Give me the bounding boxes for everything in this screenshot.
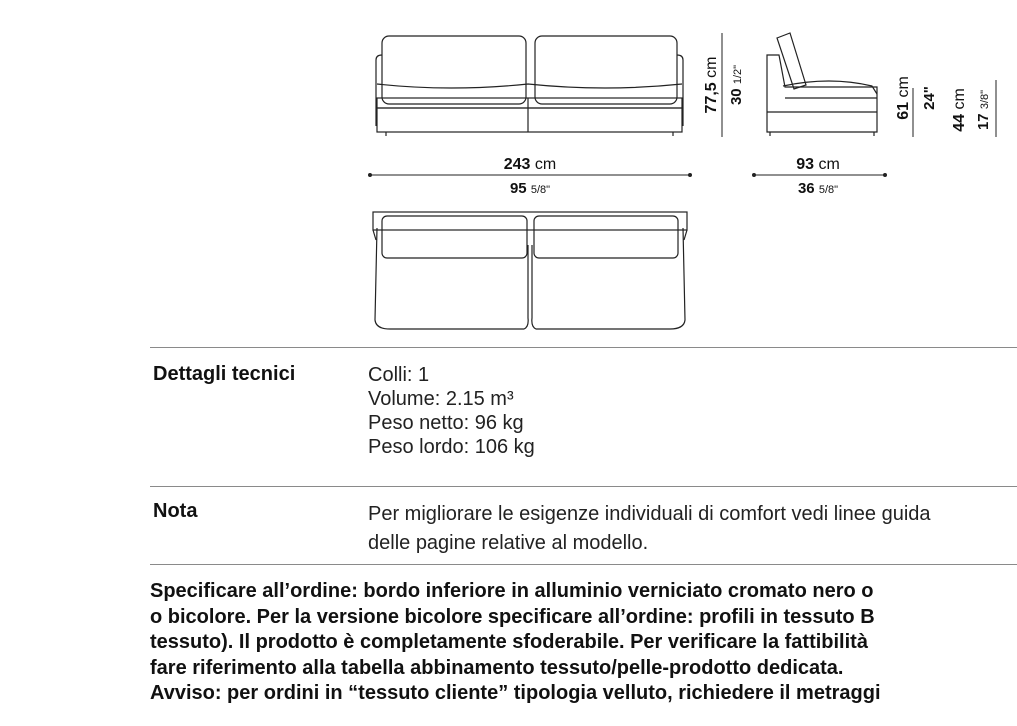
net-weight-text: Peso netto: 96 kg	[368, 412, 524, 434]
back-height-inch-label: 24"	[921, 86, 938, 110]
spec-line: o bicolore. Per la versione bicolore specificare all’ordine: profili in tessuto B	[150, 605, 875, 628]
divider	[150, 347, 1017, 348]
technical-details-label: Dettagli tecnici	[153, 363, 296, 385]
depth-cm-label: 93 cm	[796, 156, 840, 173]
height-cm-label: 77,5 cm	[703, 56, 720, 114]
volume-text: Volume: 2.15 m³	[368, 388, 514, 410]
gross-weight-text: Peso lordo: 106 kg	[368, 436, 535, 458]
note-text	[368, 500, 931, 558]
height-inch-label: 30 1/2"	[728, 64, 745, 106]
spec-line: Specificare all’ordine: bordo inferiore in alluminio verniciato cromato nero o	[150, 580, 874, 602]
side-view-drawing	[767, 33, 877, 136]
packages-text: Colli: 1	[368, 364, 430, 386]
depth-inch-label: 36 5/8"	[797, 180, 839, 197]
spec-line: tessuto). Il prodotto è completamente sfoderabile. Per verificare la fattibilità	[150, 631, 868, 653]
width-inch-label: 95 5/8"	[509, 180, 551, 197]
spec-line: fare riferimento alla tabella abbinamento tessuto/pelle-prodotto dedicata.	[150, 656, 844, 679]
note-line: delle pagine relative al modello.	[368, 532, 649, 554]
seat-height-cm-label: 44 cm	[951, 88, 968, 132]
top-view-drawing	[373, 212, 687, 329]
note-line: Per migliorare le esigenze individuali di comfort vedi linee guida	[368, 503, 931, 525]
width-cm-label: 243 cm	[503, 156, 557, 173]
back-height-cm-label: 61 cm	[895, 76, 912, 120]
technical-drawings	[0, 0, 1017, 345]
order-specification-text	[150, 579, 1017, 707]
spec-line: Avviso: per ordini in “tessuto cliente” tipologia velluto, richiedere il metraggi	[150, 682, 881, 704]
seat-height-inch-label: 17 3/8"	[975, 89, 992, 131]
technical-details-list	[368, 363, 535, 459]
front-view-drawing	[376, 36, 683, 136]
note-label: Nota	[153, 500, 198, 522]
divider	[150, 486, 1017, 487]
divider	[150, 564, 1017, 565]
